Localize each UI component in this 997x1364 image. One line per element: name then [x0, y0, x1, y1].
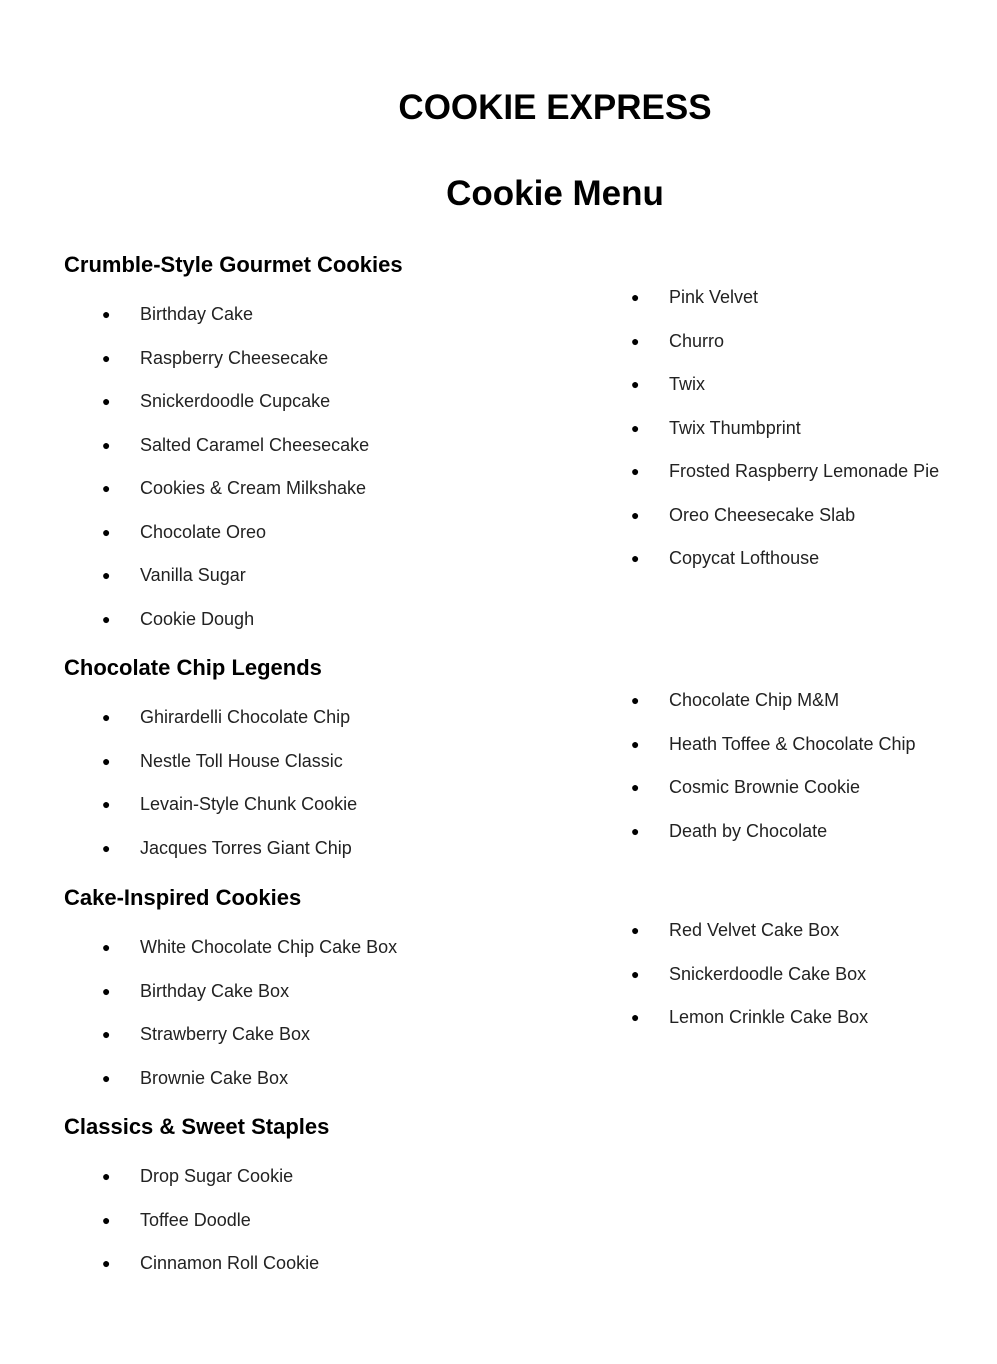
bullet-icon: ●: [102, 306, 111, 322]
document-title: COOKIE EXPRESS: [398, 88, 712, 127]
bullet-icon: ●: [631, 692, 640, 708]
menu-item-label: Cookies & Cream Milkshake: [140, 478, 367, 498]
menu-item-label: White Chocolate Chip Cake Box: [140, 937, 398, 957]
menu-item-label: Levain-Style Chunk Cookie: [140, 794, 358, 814]
bullet-icon: ●: [631, 779, 640, 795]
menu-item-label: Drop Sugar Cookie: [140, 1166, 294, 1186]
bullet-icon: ●: [631, 506, 640, 523]
bullet-icon: ●: [102, 436, 111, 453]
menu-item-label: Vanilla Sugar: [140, 565, 246, 585]
bullet-icon: ●: [631, 550, 640, 566]
menu-item-label: Red Velvet Cake Box: [669, 920, 840, 940]
menu-item-label: Birthday Cake: [140, 304, 254, 324]
bullet-icon: ●: [102, 796, 111, 812]
bullet-icon: ●: [102, 1211, 111, 1228]
menu-item-label: Copycat Lofthouse: [669, 548, 820, 568]
bullet-icon: ●: [102, 1255, 111, 1271]
menu-item-label: Churro: [669, 330, 725, 351]
bullet-icon: ●: [631, 822, 640, 839]
menu-item-label: Cosmic Brownie Cookie: [669, 777, 861, 797]
bullet-icon: ●: [631, 376, 640, 392]
menu-item-label: Strawberry Cake Box: [140, 1024, 311, 1044]
bullet-icon: ●: [102, 1026, 111, 1042]
bullet-icon: ●: [102, 939, 111, 955]
menu-item-label: Death by Chocolate: [669, 820, 828, 841]
bullet-icon: ●: [102, 982, 111, 999]
menu-item-label: Twix Thumbprint: [669, 417, 801, 438]
section-heading-cake-inspired: Cake-Inspired Cookies: [64, 885, 302, 910]
bullet-icon: ●: [102, 839, 111, 856]
bullet-icon: ●: [102, 523, 111, 540]
bullet-icon: ●: [631, 1009, 640, 1025]
menu-item-label: Snickerdoodle Cake Box: [669, 963, 867, 984]
menu-item-label: Snickerdoodle Cupcake: [140, 391, 331, 411]
bullet-icon: ●: [102, 1069, 111, 1086]
menu-item-label: Ghirardelli Chocolate Chip: [140, 707, 351, 727]
menu-title: Cookie Menu: [446, 174, 664, 213]
bullet-icon: ●: [631, 419, 640, 436]
menu-item-label: Oreo Cheesecake Slab: [669, 504, 856, 525]
bullet-icon: ●: [102, 393, 111, 409]
bullet-icon: ●: [631, 289, 640, 305]
bullet-icon: ●: [102, 610, 111, 627]
bullet-icon: ●: [631, 332, 640, 349]
menu-item-label: Birthday Cake Box: [140, 980, 290, 1001]
bullet-icon: ●: [102, 567, 111, 583]
menu-item-label: Cinnamon Roll Cookie: [140, 1253, 320, 1273]
menu-item-label: Raspberry Cheesecake: [140, 347, 329, 368]
bullet-icon: ●: [102, 349, 111, 366]
menu-item-label: Nestle Toll House Classic: [140, 750, 343, 771]
menu-item-label: Heath Toffee & Chocolate Chip: [669, 733, 916, 754]
menu-item-label: Twix: [669, 374, 705, 394]
bullet-icon: ●: [102, 752, 111, 769]
bullet-icon: ●: [102, 1168, 111, 1184]
menu-item-label: Lemon Crinkle Cake Box: [669, 1007, 869, 1027]
bullet-icon: ●: [631, 463, 640, 479]
menu-item-label: Brownie Cake Box: [140, 1067, 289, 1088]
bullet-icon: ●: [102, 480, 111, 496]
section-heading-classics: Classics & Sweet Staples: [64, 1114, 330, 1139]
bullet-icon: ●: [631, 965, 640, 982]
menu-item-label: Chocolate Chip M&M: [669, 690, 840, 710]
menu-item-label: Toffee Doodle: [140, 1209, 251, 1230]
menu-item-label: Pink Velvet: [669, 287, 759, 307]
bullet-icon: ●: [631, 735, 640, 752]
section-heading-chocolate-chip: Chocolate Chip Legends: [64, 655, 322, 680]
menu-item-label: Salted Caramel Cheesecake: [140, 434, 370, 455]
menu-item-label: Cookie Dough: [140, 608, 255, 629]
section-heading-crumble: Crumble-Style Gourmet Cookies: [64, 252, 403, 277]
menu-item-label: Jacques Torres Giant Chip: [140, 837, 352, 858]
bullet-icon: ●: [631, 922, 640, 938]
bullet-icon: ●: [102, 709, 111, 725]
menu-item-label: Chocolate Oreo: [140, 521, 267, 542]
menu-item-label: Frosted Raspberry Lemonade Pie: [669, 461, 940, 481]
